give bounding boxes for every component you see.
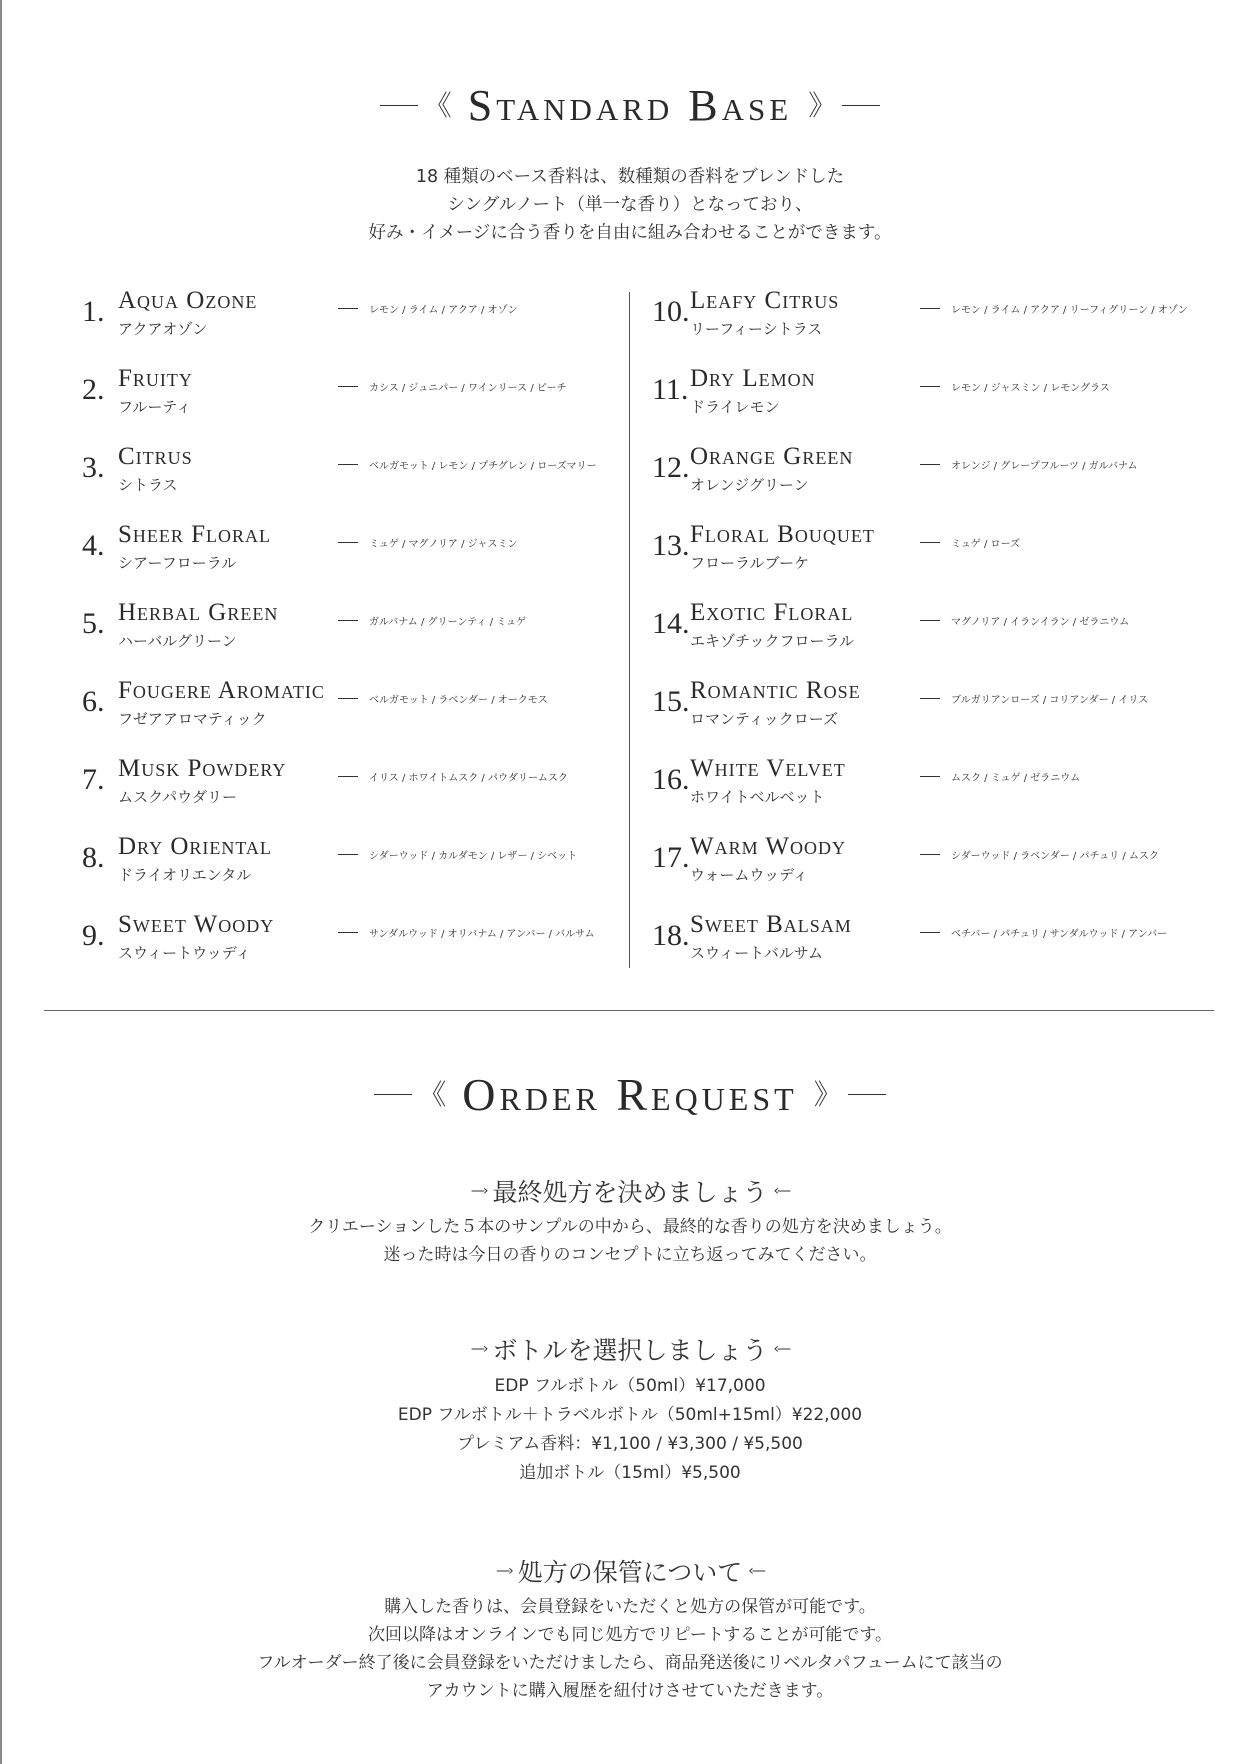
- final-formula-heading: [0, 1172, 1260, 1209]
- base-name-jp: ドライオリエンタル: [118, 866, 252, 884]
- standard-base-intro: [0, 163, 1260, 247]
- base-name-en: Floral Bouquet: [690, 521, 875, 548]
- arrow-right-icon: —›: [496, 1563, 512, 1579]
- base-item: [652, 677, 1212, 755]
- base-notes: シダーウッド / ラベンダー / パチュリ / ムスク: [951, 851, 1159, 862]
- base-number: 3.: [82, 451, 105, 484]
- bottle-select-heading: [0, 1330, 1260, 1367]
- notes-dash: [338, 386, 358, 387]
- base-item: [82, 599, 642, 677]
- notes-dash: [920, 698, 940, 699]
- base-name-jp: フローラルブーケ: [690, 554, 810, 572]
- bottle-price-list: [0, 1372, 1260, 1488]
- base-name-en: Fougere Aromatic: [118, 677, 325, 704]
- page-edge-line: [0, 0, 2, 1764]
- base-item: [82, 833, 642, 911]
- base-item: [82, 521, 642, 599]
- heading-text: ボトルを選択しましょう: [492, 1336, 768, 1365]
- title-rule-left: [380, 105, 418, 106]
- base-name-jp: スウィートバルサム: [690, 944, 824, 962]
- arrow-left-icon: ‹—: [773, 1341, 790, 1357]
- text-line: 購入した香りは、会員登録をいただくと処方の保管が可能です。: [384, 1597, 876, 1617]
- base-item: [652, 833, 1212, 911]
- base-name-jp: フゼアアロマティック: [118, 710, 267, 728]
- base-name-en: Sheer Floral: [118, 521, 272, 548]
- base-item: [652, 287, 1212, 365]
- base-name-jp: シトラス: [118, 476, 178, 494]
- arrow-right-icon: —›: [470, 1341, 487, 1357]
- order-request-title-text: Order Request: [462, 1069, 798, 1120]
- base-notes: レモン / ジャスミン / レモングラス: [951, 383, 1110, 394]
- base-number: 10.: [652, 295, 690, 328]
- text-line: アカウントに購入履歴を紐付けさせていただきます。: [426, 1681, 834, 1701]
- title-rule-right: [848, 1094, 886, 1095]
- base-notes: ムスク / ミュゲ / ゼラニウム: [951, 773, 1081, 784]
- base-item: [82, 287, 642, 365]
- base-name-jp: スウィートウッディ: [118, 944, 251, 962]
- base-number: 4.: [82, 529, 105, 562]
- notes-dash: [338, 698, 358, 699]
- formula-storage-text: [0, 1593, 1260, 1705]
- heading-text: 処方の保管について: [517, 1558, 743, 1587]
- base-item: [652, 443, 1212, 521]
- base-item: [652, 755, 1212, 833]
- base-number: 13.: [652, 529, 690, 562]
- base-name-jp: オレンジグリーン: [690, 476, 809, 494]
- base-item: [82, 443, 642, 521]
- text-line: クリエーションした５本のサンプルの中から、最終的な香りの処方を決めましょう。: [308, 1217, 952, 1237]
- text-line: 迷った時は今日の香りのコンセプトに立ち返ってみてください。: [383, 1245, 877, 1265]
- heading-text: 最終処方を決めましょう: [492, 1178, 768, 1207]
- notes-dash: [338, 542, 358, 543]
- base-number: 1.: [82, 295, 105, 328]
- base-notes: イリス / ホワイトムスク / パウダリームスク: [369, 773, 568, 784]
- section-divider: [44, 1010, 1214, 1011]
- base-name-jp: ロマンティックローズ: [690, 710, 839, 728]
- base-name-en: Dry Lemon: [690, 365, 816, 392]
- base-notes: ミュゲ / マグノリア / ジャスミン: [369, 539, 518, 550]
- notes-dash: [920, 776, 940, 777]
- notes-dash: [920, 308, 940, 309]
- notes-dash: [338, 854, 358, 855]
- title-bracket-right: 》: [813, 1077, 842, 1111]
- arrow-left-icon: ‹—: [748, 1563, 764, 1579]
- base-name-en: Warm Woody: [690, 833, 846, 860]
- base-notes: シダーウッド / カルダモン / レザー / シベット: [369, 851, 578, 862]
- base-number: 12.: [652, 451, 690, 484]
- notes-dash: [920, 932, 940, 933]
- base-name-jp: エキゾチックフローラル: [690, 632, 855, 650]
- arrow-left-icon: ‹—: [773, 1183, 790, 1199]
- base-name-jp: ムスクパウダリー: [118, 788, 237, 806]
- intro-line: シングルノート（単一な香り）となっており、: [447, 195, 813, 215]
- column-divider: [629, 292, 630, 968]
- base-notes: ミュゲ / ローズ: [951, 539, 1021, 550]
- notes-dash: [920, 464, 940, 465]
- base-name-en: Aqua Ozone: [118, 287, 258, 314]
- notes-dash: [920, 620, 940, 621]
- base-notes: マグノリア / イランイラン / ゼラニウム: [951, 617, 1130, 628]
- base-name-en: Sweet Woody: [118, 911, 275, 938]
- base-name-jp: ハーバルグリーン: [118, 632, 237, 650]
- base-number: 11.: [652, 373, 689, 406]
- base-name-jp: ドライレモン: [690, 398, 780, 416]
- base-number: 18.: [652, 919, 690, 952]
- arrow-right-icon: —›: [470, 1183, 487, 1199]
- base-name-jp: シアーフローラル: [118, 554, 237, 572]
- base-number: 17.: [652, 841, 690, 874]
- base-notes: レモン / ライム / アクア / リーフィグリーン / オゾン: [951, 305, 1188, 316]
- base-name-en: Orange Green: [690, 443, 854, 470]
- title-bracket-left: 《: [418, 1077, 447, 1111]
- standard-base-title-text: Standard Base: [467, 81, 793, 130]
- base-number: 16.: [652, 763, 690, 796]
- base-number: 6.: [82, 685, 105, 718]
- base-notes: サンダルウッド / オリバナム / アンバー / バルサム: [369, 929, 595, 940]
- title-bracket-left: 《: [423, 88, 452, 122]
- base-name-en: Herbal Green: [118, 599, 279, 626]
- base-notes: ベチバー / パチュリ / サンダルウッド / アンバー: [951, 929, 1168, 940]
- base-notes: ベルガモット / レモン / プチグレン / ローズマリー: [369, 461, 597, 472]
- intro-line: 好み・イメージに合う香りを自由に組み合わせることができます。: [368, 223, 892, 243]
- base-item: [82, 755, 642, 833]
- base-number: 14.: [652, 607, 690, 640]
- base-list-right: [652, 287, 1212, 989]
- formula-storage-heading: [0, 1552, 1260, 1589]
- price-line: 追加ボトル（15ml）¥5,500: [519, 1463, 741, 1483]
- notes-dash: [920, 386, 940, 387]
- base-name-jp: フルーティ: [118, 398, 192, 416]
- text-line: 次回以降はオンラインでも同じ処方でリピートすることが可能です。: [368, 1625, 892, 1645]
- base-item: [82, 677, 642, 755]
- base-name-en: Dry Oriental: [118, 833, 272, 860]
- base-item: [82, 911, 642, 989]
- base-notes: レモン / ライム / アクア / オゾン: [369, 305, 518, 316]
- order-request-title: [0, 1068, 1260, 1121]
- price-line: EDP フルボトル（50ml）¥17,000: [494, 1376, 766, 1396]
- base-number: 15.: [652, 685, 690, 718]
- base-name-jp: アクアオゾン: [118, 320, 208, 338]
- base-notes: ガルバナム / グリーンティ / ミュゲ: [369, 617, 527, 628]
- base-name-jp: ホワイトベルベット: [690, 788, 825, 806]
- base-item: [652, 911, 1212, 989]
- price-line: EDP フルボトル＋トラベルボトル（50ml+15ml）¥22,000: [397, 1405, 863, 1425]
- notes-dash: [338, 776, 358, 777]
- base-item: [652, 599, 1212, 677]
- standard-base-title: [0, 80, 1260, 131]
- base-name-en: Leafy Citrus: [690, 287, 840, 314]
- title-rule-left: [374, 1094, 412, 1095]
- base-number: 2.: [82, 373, 105, 406]
- base-number: 9.: [82, 919, 105, 952]
- notes-dash: [920, 854, 940, 855]
- price-line: プレミアム香料：¥1,100 / ¥3,300 / ¥5,500: [457, 1434, 803, 1454]
- final-formula-text: [0, 1213, 1260, 1269]
- base-name-jp: ウォームウッディ: [690, 866, 808, 884]
- base-name-en: Fruity: [118, 365, 193, 392]
- title-rule-right: [842, 105, 880, 106]
- base-number: 7.: [82, 763, 105, 796]
- base-name-en: White Velvet: [690, 755, 846, 782]
- base-item: [652, 521, 1212, 599]
- base-list-left: [82, 287, 642, 989]
- base-name-jp: リーフィーシトラス: [690, 320, 823, 338]
- title-bracket-right: 》: [808, 88, 837, 122]
- base-notes: オレンジ / グレープフルーツ / ガルバナム: [951, 461, 1138, 472]
- base-name-en: Citrus: [118, 443, 193, 470]
- base-notes: ベルガモット / ラベンダー / オークモス: [369, 695, 548, 706]
- base-number: 8.: [82, 841, 105, 874]
- base-notes: ブルガリアンローズ / コリアンダー / イリス: [951, 695, 1149, 706]
- notes-dash: [338, 620, 358, 621]
- intro-line: 18 種類のベース香料は、数種類の香料をブレンドした: [415, 167, 845, 187]
- base-item: [652, 365, 1212, 443]
- notes-dash: [338, 932, 358, 933]
- base-name-en: Sweet Balsam: [690, 911, 852, 938]
- base-notes: カシス / ジュニパー / ワインリース / ピーチ: [369, 383, 567, 394]
- base-name-en: Romantic Rose: [690, 677, 861, 704]
- base-name-en: Exotic Floral: [690, 599, 854, 626]
- notes-dash: [920, 542, 940, 543]
- notes-dash: [338, 464, 358, 465]
- notes-dash: [338, 308, 358, 309]
- base-name-en: Musk Powdery: [118, 755, 287, 782]
- base-item: [82, 365, 642, 443]
- text-line: フルオーダー終了後に会員登録をいただけましたら、商品発送後にリベルタパフュームにて該当の: [257, 1653, 1003, 1673]
- base-number: 5.: [82, 607, 105, 640]
